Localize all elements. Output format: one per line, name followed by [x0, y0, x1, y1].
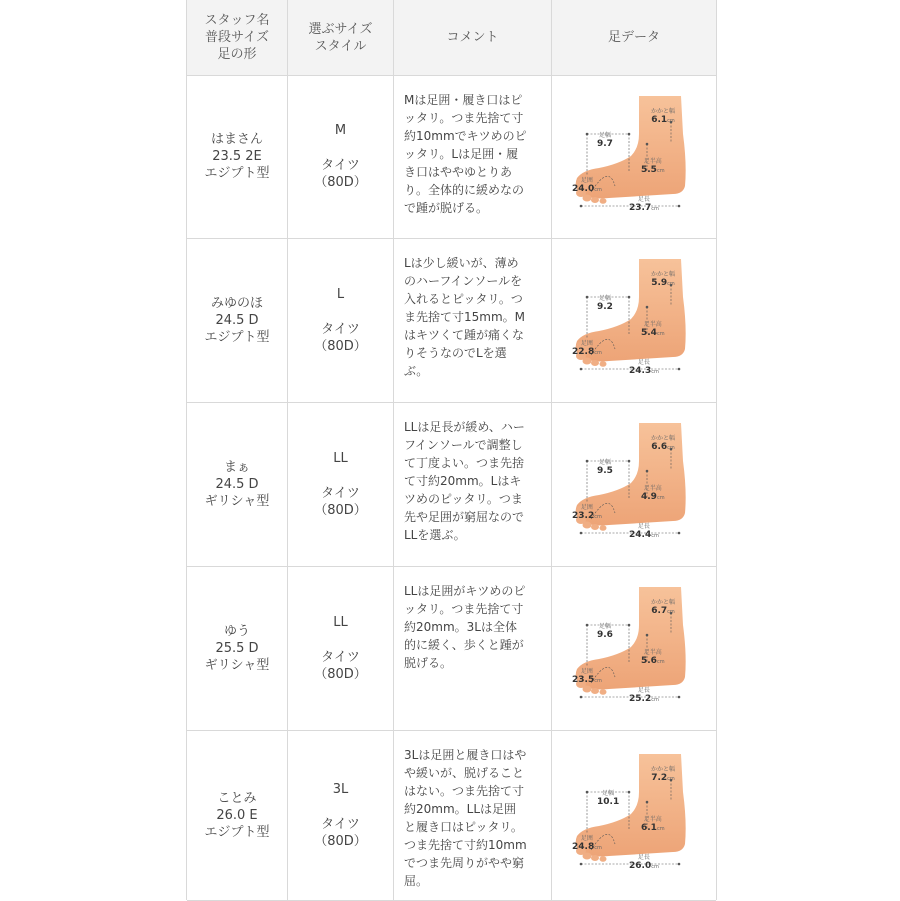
girth-label: 足囲 22.8cm: [572, 340, 602, 357]
chosen-size: LL: [333, 450, 348, 466]
staff-name: まぁ: [223, 459, 250, 475]
foot-diagram: [569, 257, 697, 383]
table-row-5: [187, 730, 716, 901]
foot-data-cell: [552, 238, 716, 402]
foot-data-cell: [552, 730, 716, 900]
header-staff: [187, 0, 288, 75]
style-denier: （80D）: [314, 502, 367, 518]
comment-text: Mは足囲・履き口はピ ッタリ。つま先捨て寸 約10mmでキツめのピ ッタリ。Lは足囲・履 き口はややゆとりあ り。全体的に緩めなの で踵が脱げる。: [404, 93, 527, 215]
size-style-cell: [288, 402, 394, 566]
staff-cell: [187, 238, 288, 402]
staff-name: ゆう: [223, 623, 250, 639]
table-row-4: [187, 566, 716, 731]
style-name: タイツ: [321, 649, 360, 665]
foot-data-cell: [552, 402, 716, 566]
heel-width-label: かかと幅 6.6cm: [651, 435, 676, 452]
style-denier: （80D）: [314, 175, 367, 190]
length-label: 足長 25.2cm: [629, 687, 659, 704]
staff-name: はまさん: [210, 132, 263, 147]
header-chosen-size: 選ぶサイズ: [308, 21, 373, 37]
header-foot-data: 足データ: [607, 30, 660, 45]
header-foot-shape: 足の形: [217, 47, 257, 62]
size-style-cell: [288, 238, 394, 402]
foot-shape: ギリシャ型: [204, 493, 270, 509]
foot-shape: エジプト型: [204, 329, 270, 345]
style-name: タイツ: [321, 485, 360, 501]
foot-diagram: [569, 585, 697, 711]
usual-size: 25.5 D: [215, 640, 259, 656]
table-row-2: [187, 238, 716, 403]
foot-shape: ギリシャ型: [204, 657, 270, 673]
length-label: 足長 24.4cm: [629, 523, 659, 540]
size-style-cell: [288, 566, 394, 730]
half-height-label: 足半高 6.1cm: [641, 816, 665, 833]
table-header-row: [187, 0, 716, 76]
heel-width-label: かかと幅 7.2cm: [651, 766, 676, 783]
foot-width-label: 足幅 9.6: [597, 623, 613, 640]
comment-cell: [394, 402, 552, 566]
staff-cell: [187, 730, 288, 900]
foot-width-label: 足幅 10.1: [597, 790, 620, 807]
size-style-cell: [288, 730, 394, 900]
header-style: スタイル: [314, 38, 367, 54]
style-name: タイツ: [321, 816, 360, 832]
style-denier: （80D）: [314, 338, 367, 354]
foot-data-cell: [552, 566, 716, 730]
comment-cell: [394, 566, 552, 730]
girth-label: 足囲 23.2cm: [572, 504, 602, 521]
heel-width-label: かかと幅 6.7cm: [651, 599, 676, 616]
foot-shape: エジプト型: [204, 824, 270, 840]
foot-diagram: [569, 94, 697, 220]
chosen-size: 3L: [332, 781, 349, 797]
staff-cell: [187, 75, 288, 238]
comment-cell: [394, 730, 552, 900]
usual-size: 24.5 D: [215, 312, 259, 328]
comment-cell: [394, 238, 552, 402]
style-denier: （80D）: [314, 833, 367, 849]
header-staff-name: スタッフ名: [204, 13, 270, 28]
table-row-1: [187, 75, 716, 239]
staff-size-table: [186, 0, 717, 900]
staff-name: みゆのほ: [210, 295, 263, 311]
style-denier: （80D）: [314, 666, 367, 682]
size-style-cell: [288, 75, 394, 238]
half-height-label: 足半高 4.9cm: [641, 485, 665, 502]
foot-width-label: 足幅 9.5: [597, 459, 613, 476]
comment-text: 3Lは足囲と履き口はや や緩いが、脱げること はない。つま先捨て寸 約20mm。LLは足囲 と履き口はピッタリ。 つま先捨て寸約10mm でつま先周りがやや窮 屈。: [404, 748, 527, 888]
staff-cell: [187, 566, 288, 730]
comment-text: LLは足囲がキツめのピ ッタリ。つま先捨て寸 約20mm。3Lは全体 的に緩く、歩くと踵が 脱げる。: [404, 584, 526, 670]
length-label: 足長 24.3cm: [629, 359, 659, 376]
foot-shape: エジプト型: [204, 166, 270, 181]
staff-cell: [187, 402, 288, 566]
comment-cell: [394, 75, 552, 238]
chosen-size: LL: [333, 614, 348, 630]
heel-width-label: かかと幅 5.9cm: [651, 271, 676, 288]
length-label: 足長 23.7cm: [629, 196, 659, 213]
foot-diagram: [569, 421, 697, 547]
style-name: タイツ: [321, 321, 360, 337]
header-size-style: [288, 0, 394, 75]
heel-width-label: かかと幅 6.1cm: [651, 108, 676, 125]
style-name: タイツ: [321, 158, 360, 173]
foot-width-label: 足幅 9.7: [597, 132, 613, 149]
chosen-size: M: [334, 123, 347, 138]
chosen-size: L: [336, 286, 345, 302]
comment-text: LLは足長が緩め、ハー フインソールで調整し て丁度よい。つま先捨 て寸約20mm。Lはキ ツめのピッタリ。つま 先や足囲が窮屈なので LLを選ぶ。: [404, 420, 525, 542]
foot-diagram: [569, 752, 697, 878]
foot-data-cell: [552, 75, 716, 238]
half-height-label: 足半高 5.4cm: [641, 321, 665, 338]
girth-label: 足囲 24.8cm: [572, 835, 602, 852]
half-height-label: 足半高 5.5cm: [641, 158, 665, 175]
foot-width-label: 足幅 9.2: [597, 295, 613, 312]
header-comment: コメント: [394, 0, 552, 75]
girth-label: 足囲 23.5cm: [572, 668, 602, 685]
half-height-label: 足半高 5.6cm: [641, 649, 665, 666]
length-label: 足長 26.0cm: [629, 854, 659, 871]
usual-size: 26.0 E: [216, 807, 258, 823]
table-row-3: [187, 402, 716, 567]
header-usual-size: 普段サイズ: [205, 30, 269, 45]
staff-name: ことみ: [217, 790, 257, 806]
usual-size: 23.5 2E: [212, 149, 262, 164]
usual-size: 24.5 D: [215, 476, 259, 492]
girth-label: 足囲 24.0cm: [572, 177, 602, 194]
comment-text: Lは少し緩いが、薄め のハーフインソールを 入れるとピッタリ。つ ま先捨て寸15mm。M はキツくて踵が痛くな りそうなのでLを選 ぶ。: [404, 256, 526, 378]
